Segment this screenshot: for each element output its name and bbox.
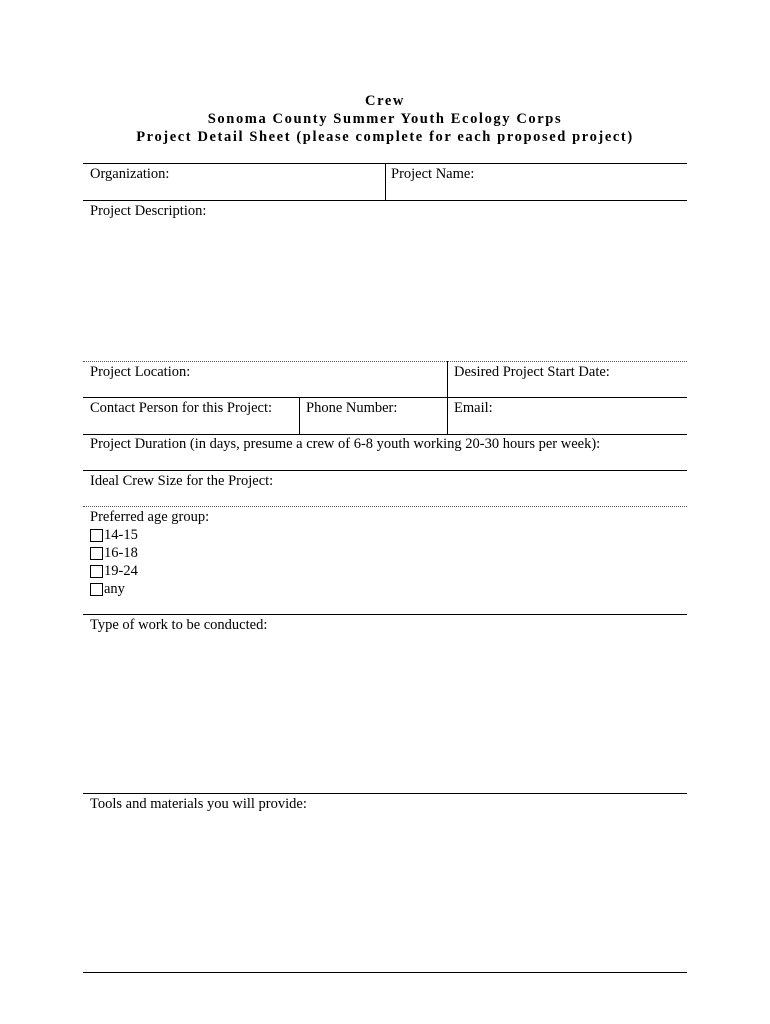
header-program-name: Sonoma County Summer Youth Ecology Corps xyxy=(207,111,563,127)
tools-field[interactable]: Tools and materials you will provide: xyxy=(90,796,307,812)
contact-person-field[interactable]: Contact Person for this Project: xyxy=(90,400,273,416)
rule xyxy=(83,470,687,471)
phone-number-field[interactable]: Phone Number: xyxy=(306,400,398,416)
rule xyxy=(83,361,687,362)
page-header xyxy=(0,92,770,146)
rule xyxy=(83,793,687,794)
age-option-16-18[interactable] xyxy=(90,544,138,562)
rule xyxy=(83,434,687,435)
rule xyxy=(83,506,687,507)
divider xyxy=(385,163,386,200)
work-type-field[interactable]: Type of work to be conducted: xyxy=(90,617,268,633)
age-option-label: any xyxy=(104,580,125,597)
project-description-field[interactable]: Project Description: xyxy=(90,203,207,219)
age-group-options xyxy=(90,526,138,598)
rule-bottom xyxy=(83,972,687,973)
header-crew: Crew xyxy=(365,93,405,109)
email-field[interactable]: Email: xyxy=(454,400,493,416)
crew-size-field[interactable]: Ideal Crew Size for the Project: xyxy=(90,473,274,489)
age-option-14-15[interactable] xyxy=(90,526,138,544)
age-option-label: 19-24 xyxy=(104,562,138,579)
rule xyxy=(83,614,687,615)
project-name-field[interactable]: Project Name: xyxy=(391,166,475,182)
start-date-field[interactable]: Desired Project Start Date: xyxy=(454,364,610,380)
checkbox[interactable] xyxy=(90,529,103,542)
age-option-label: 14-15 xyxy=(104,526,138,543)
rule xyxy=(83,200,687,201)
project-location-field[interactable]: Project Location: xyxy=(90,364,191,380)
age-option-label: 16-18 xyxy=(104,544,138,561)
age-option-19-24[interactable] xyxy=(90,562,138,580)
checkbox[interactable] xyxy=(90,583,103,596)
divider xyxy=(299,397,300,434)
rule xyxy=(83,397,687,398)
checkbox[interactable] xyxy=(90,547,103,560)
age-option-any[interactable] xyxy=(90,580,138,598)
header-sheet-title: Project Detail Sheet (please complete for each proposed project) xyxy=(136,129,634,145)
organization-field[interactable]: Organization: xyxy=(90,166,170,182)
checkbox[interactable] xyxy=(90,565,103,578)
age-group-label: Preferred age group: xyxy=(90,509,210,525)
project-duration-field[interactable]: Project Duration (in days, presume a crew of 6-8 youth working 20-30 hours per week): xyxy=(90,436,601,452)
